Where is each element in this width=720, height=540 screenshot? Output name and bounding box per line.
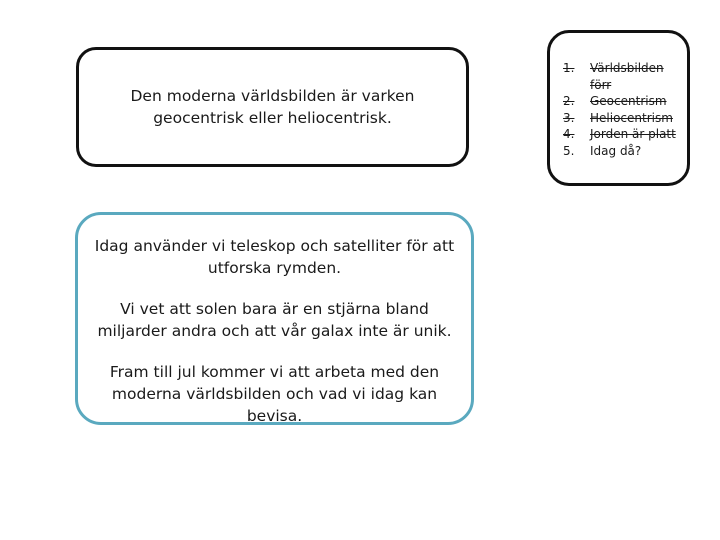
agenda-box xyxy=(547,30,690,186)
agenda-label: Heliocentrism xyxy=(590,110,673,125)
statement-box xyxy=(76,47,469,167)
agenda-number: 5. xyxy=(563,143,575,158)
agenda-item-1 xyxy=(563,60,680,93)
info-paragraph-3: Fram till jul kommer vi att arbeta med den moderna världsbilden och vad vi idag kan bevisa. xyxy=(109,363,440,425)
agenda-number: 1. xyxy=(563,61,575,75)
agenda-item-5 xyxy=(563,143,680,160)
agenda-number: 3. xyxy=(563,110,575,125)
info-box xyxy=(75,212,474,425)
agenda-item-3 xyxy=(563,110,680,127)
agenda-label: Jorden är platt xyxy=(590,127,676,141)
info-paragraph-2: Vi vet att solen bara är en stjärna bland miljarder andra och att vår galax inte är unik. xyxy=(97,300,452,340)
agenda-label: Geocentrism xyxy=(590,94,667,108)
agenda-label: Världsbilden förr xyxy=(590,61,664,92)
agenda-label: Idag då? xyxy=(590,143,642,158)
agenda-item-4 xyxy=(563,126,680,143)
agenda-item-2 xyxy=(563,93,680,110)
agenda-number: 4. xyxy=(563,127,575,141)
agenda-number: 2. xyxy=(563,94,575,108)
info-paragraph-1: Idag använder vi teleskop och satelliter för att utforska rymden. xyxy=(94,237,455,277)
statement-text: Den moderna världsbilden är varken geocentrisk eller heliocentrisk. xyxy=(130,87,415,127)
